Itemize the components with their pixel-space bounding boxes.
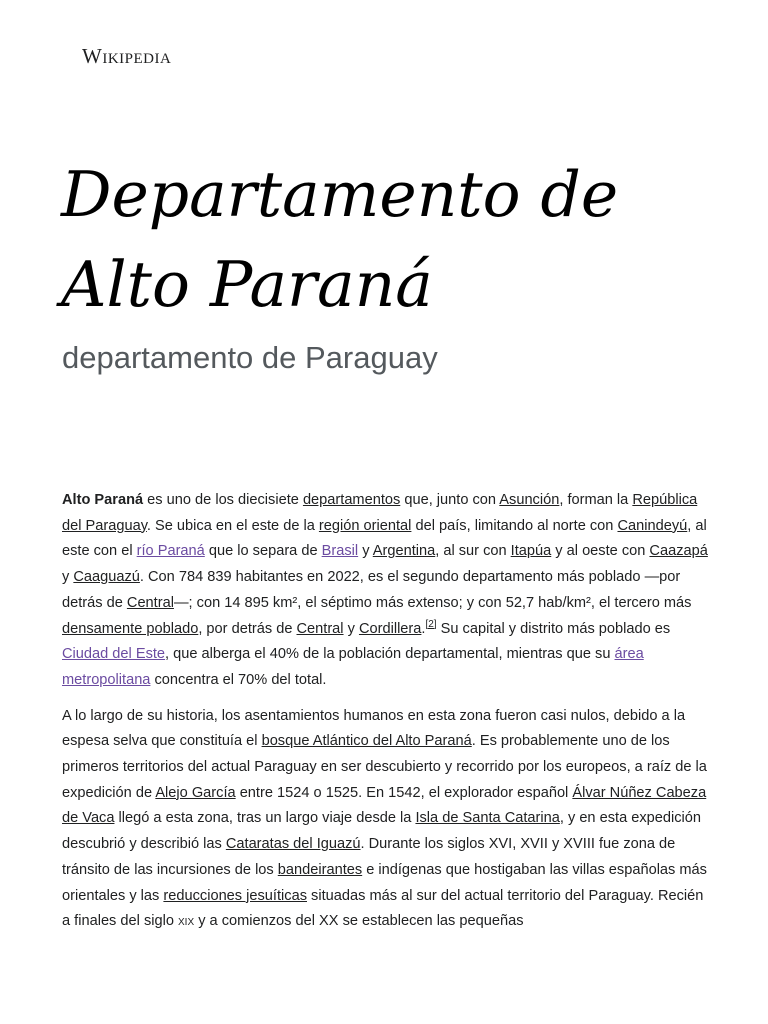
text: y bbox=[358, 543, 373, 560]
link-ciudad-del-este[interactable]: Ciudad del Este bbox=[62, 646, 166, 663]
link-central-2[interactable]: Central bbox=[296, 620, 344, 637]
link-reducciones-jesuiticas[interactable]: reducciones jesuíticas bbox=[163, 887, 307, 904]
wikipedia-wordmark: Wikipedia bbox=[82, 44, 172, 68]
link-isla-santa-catarina[interactable]: Isla de Santa Catarina bbox=[415, 810, 560, 827]
link-cordillera[interactable]: Cordillera bbox=[358, 620, 422, 637]
text: , que alberga el 40% de la población departamental, mientras que su bbox=[165, 646, 615, 663]
text: es uno de los diecisiete bbox=[143, 492, 303, 508]
century-xix: xix bbox=[178, 913, 195, 930]
text: y al oeste con bbox=[551, 543, 650, 560]
text: . bbox=[421, 620, 426, 637]
page-title: Departamento de Alto Paraná bbox=[61, 158, 619, 321]
link-bosque-atlantico[interactable]: bosque Atlántico del Alto Paraná bbox=[261, 733, 472, 750]
text: , al sur con bbox=[435, 543, 511, 560]
text: . Es probablemente uno de los primeros territorios del actual Paraguay en ser descubierto y recorrido por los europeos, a raíz de la expedición de bbox=[62, 733, 707, 801]
wikipedia-logo[interactable] bbox=[82, 44, 171, 69]
link-asuncion[interactable]: Asunción bbox=[499, 492, 560, 508]
text: que lo separa de bbox=[204, 543, 322, 560]
page-subtitle: departamento de Paraguay bbox=[62, 340, 438, 375]
text: situadas más al sur del actual territorio del Paraguay. Recién a finales del siglo bbox=[62, 887, 704, 930]
link-densamente-poblado[interactable]: densamente poblado bbox=[62, 620, 199, 637]
link-rio-parana[interactable]: río Paraná bbox=[136, 543, 205, 560]
text: . Con 784 839 habitantes en 2022, es el segundo departamento más poblado —por detrás de bbox=[62, 569, 681, 611]
link-republica-del-paraguay[interactable]: República del Paraguay bbox=[62, 492, 698, 534]
text: concentra el 70% del total. bbox=[150, 671, 327, 688]
link-alejo-garcia[interactable]: Alejo García bbox=[155, 784, 236, 801]
text: del país, limitando al norte con bbox=[411, 517, 618, 534]
paragraph-history bbox=[62, 704, 712, 935]
link-region-oriental[interactable]: región oriental bbox=[318, 517, 412, 534]
text: que, junto con bbox=[400, 492, 500, 508]
link-departamentos[interactable]: departamentos bbox=[302, 492, 401, 508]
text: llegó a esta zona, tras un largo viaje desde la bbox=[114, 810, 416, 827]
reference-2[interactable]: [2] bbox=[425, 618, 437, 630]
text: y bbox=[343, 620, 359, 637]
link-alvar-nunez[interactable]: Álvar Núñez Cabeza de Vaca bbox=[62, 784, 707, 827]
link-area-metropolitana[interactable]: área metropolitana bbox=[62, 646, 644, 688]
link-canindeyu[interactable]: Canindeyú bbox=[617, 517, 688, 534]
link-central[interactable]: Central bbox=[126, 594, 174, 611]
text: , y en esta expedición descubrió y describió las bbox=[62, 810, 702, 853]
text: Su capital y distrito más poblado es bbox=[436, 620, 671, 637]
article-body bbox=[62, 488, 712, 945]
link-caaguazu[interactable]: Caaguazú bbox=[73, 569, 140, 586]
link-caazapa[interactable]: Caazapá bbox=[649, 543, 708, 560]
text: . Durante los siglos XVI, XVII y XVIII fue zona de tránsito de las incursiones de los bbox=[62, 836, 676, 878]
text: —; con 14 895 km², el séptimo más extenso; y con 52,7 hab/km², el tercero más bbox=[173, 594, 692, 611]
text: entre 1524 o 1525. En 1542, el explorador español bbox=[235, 784, 573, 801]
text: , forman la bbox=[559, 492, 633, 508]
bold-term: Alto Paraná bbox=[62, 492, 144, 508]
text: y a comienzos del XX se establecen las pequeñas bbox=[194, 913, 524, 930]
link-brasil[interactable]: Brasil bbox=[321, 543, 359, 560]
text: , por detrás de bbox=[198, 620, 297, 637]
link-bandeirantes[interactable]: bandeirantes bbox=[277, 861, 363, 878]
text: e indígenas que hostigaban las villas españolas más orientales y las bbox=[62, 861, 707, 904]
paragraph-intro bbox=[62, 488, 712, 694]
link-cataratas-iguazu[interactable]: Cataratas del Iguazú bbox=[225, 836, 361, 853]
link-argentina[interactable]: Argentina bbox=[372, 543, 436, 560]
link-itapua[interactable]: Itapúa bbox=[510, 543, 552, 560]
text: , al este con el bbox=[62, 517, 707, 560]
text: A lo largo de su historia, los asentamientos humanos en esta zona fueron casi nulos, debido a la espesa selva que constituía el bbox=[62, 707, 686, 750]
text: y bbox=[62, 569, 74, 586]
text: . Se ubica en el este de la bbox=[146, 517, 319, 534]
